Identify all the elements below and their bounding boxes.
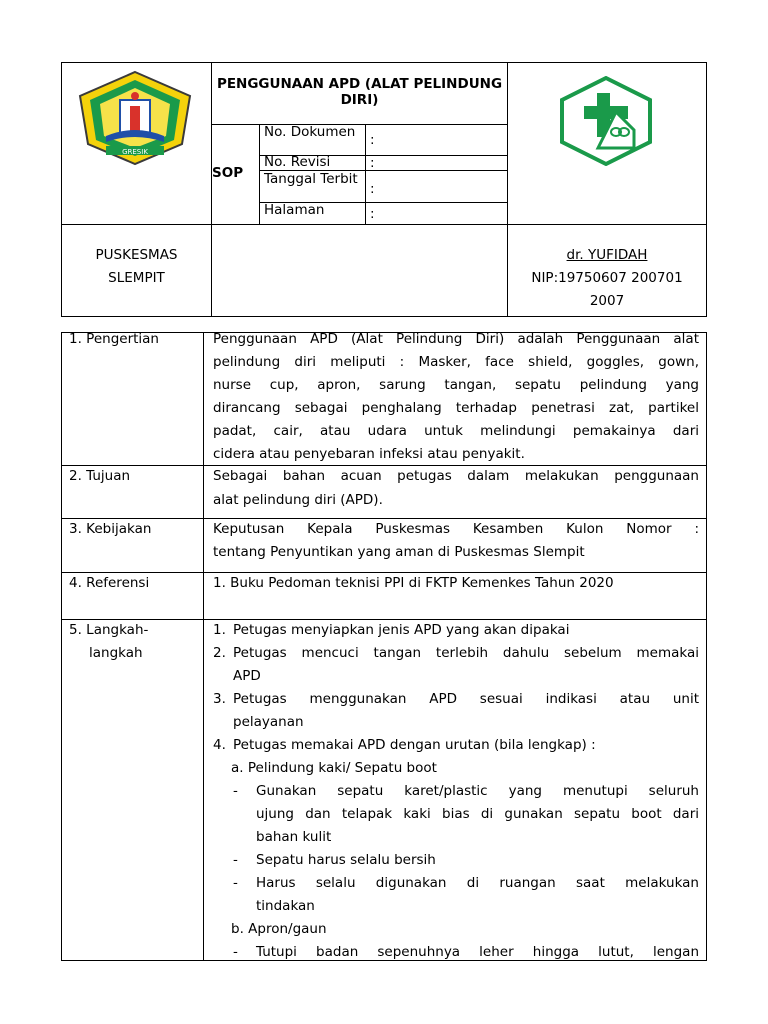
bullet-text: tindakan — [256, 898, 315, 914]
step-text: Petugas mencuci tangan terlebih dahulu sebelum memakai — [233, 645, 699, 661]
sop-label: SOP — [212, 165, 244, 181]
signer-nip-line2: 2007 — [589, 293, 625, 309]
section-label-langkah-cont: langkah — [89, 645, 143, 661]
signer-nip-line1: NIP:19750607 200701 — [531, 270, 683, 286]
org-name-line1: PUSKESMAS — [95, 247, 178, 263]
bullet-dash: - — [233, 783, 238, 799]
section-label-pengertian: 1. Pengertian — [69, 331, 159, 347]
step-text: Petugas menyiapkan jenis APD yang akan dipakai — [233, 622, 570, 638]
substep-heading: b. Apron/gaun — [231, 921, 327, 937]
bullet-text: Tutupi badan sepenuhnya leher hingga lutut, lengan — [256, 944, 699, 960]
step-number: 3. — [213, 691, 226, 707]
bullet-text: ujung dan telapak kaki bias di gunakan sepatu boot dari — [256, 806, 699, 822]
bullet-text: bahan kulit — [256, 829, 332, 845]
document-title: PENGGUNAAN APD (ALAT PELINDUNG DIRI) — [216, 76, 503, 108]
bullet-dash: - — [233, 852, 238, 868]
step-text: Petugas menggunakan APD sesuai indikasi atau unit — [233, 691, 699, 707]
tujuan-line: Sebagai bahan acuan petugas dalam melakukan penggunaan — [213, 468, 699, 484]
section-label-referensi: 4. Referensi — [69, 575, 150, 591]
pengertian-line: padat, cair, atau udara untuk melindungi pemakainya dari — [213, 423, 699, 439]
kebijakan-line: tentang Penyuntikan yang aman di Puskesmas Slempit — [213, 544, 585, 560]
pengertian-line: cidera atau penyebaran infeksi atau penyakit. — [213, 446, 525, 462]
section-label-langkah: 5. Langkah- — [69, 622, 149, 638]
bullet-dash: - — [233, 875, 238, 891]
gresik-logo-text: GRESIK — [122, 148, 148, 156]
meta-value-halaman: : — [370, 206, 375, 222]
referensi-item: 1. Buku Pedoman teknisi PPI di FKTP Kemenkes Tahun 2020 — [213, 575, 614, 591]
pengertian-line: Penggunaan APD (Alat Pelindung Diri) adalah Penggunaan alat — [213, 331, 699, 347]
pengertian-line: nurse cup, apron, sarung tangan, sepatu pelindung yang — [213, 377, 699, 393]
meta-label-no-revisi: No. Revisi — [264, 154, 331, 170]
step-text: APD — [233, 668, 261, 684]
bullet-text: Harus selalu digunakan di ruangan saat melakukan — [256, 875, 699, 891]
step-text: Petugas memakai APD dengan urutan (bila lengkap) : — [233, 737, 596, 753]
org-name-line2: SLEMPIT — [108, 270, 165, 286]
step-number: 2. — [213, 645, 226, 661]
puskesmas-logo — [558, 76, 654, 166]
section-label-kebijakan: 3. Kebijakan — [69, 521, 152, 537]
section-label-tujuan: 2. Tujuan — [69, 468, 131, 484]
meta-value-no-dokumen: : — [370, 132, 375, 148]
meta-label-tanggal-terbit: Tanggal Terbit — [264, 171, 358, 187]
step-number: 1. — [213, 622, 226, 638]
meta-label-no-dokumen: No. Dokumen — [264, 124, 356, 140]
kebijakan-line: Keputusan Kepala Puskesmas Kesamben Kulon Nomor : — [213, 521, 699, 537]
step-number: 4. — [213, 737, 226, 753]
bullet-text: Gunakan sepatu karet/plastic yang menutupi seluruh — [256, 783, 699, 799]
gresik-logo — [76, 70, 194, 166]
tujuan-line: alat pelindung diri (APD). — [213, 492, 383, 508]
bullet-dash: - — [233, 944, 238, 960]
pengertian-line: pelindung diri meliputi : Masker, face shield, goggles, gown, — [213, 354, 699, 370]
signer-name: dr. YUFIDAH — [566, 247, 648, 263]
meta-label-halaman: Halaman — [264, 202, 325, 218]
step-text: pelayanan — [233, 714, 304, 730]
meta-value-tanggal-terbit: : — [370, 181, 375, 197]
bullet-text: Sepatu harus selalu bersih — [256, 852, 436, 868]
substep-heading: a. Pelindung kaki/ Sepatu boot — [231, 760, 437, 776]
meta-value-no-revisi: : — [370, 155, 375, 171]
pengertian-line: dirancang sebagai penghalang terhadap penetrasi zat, partikel — [213, 400, 699, 416]
